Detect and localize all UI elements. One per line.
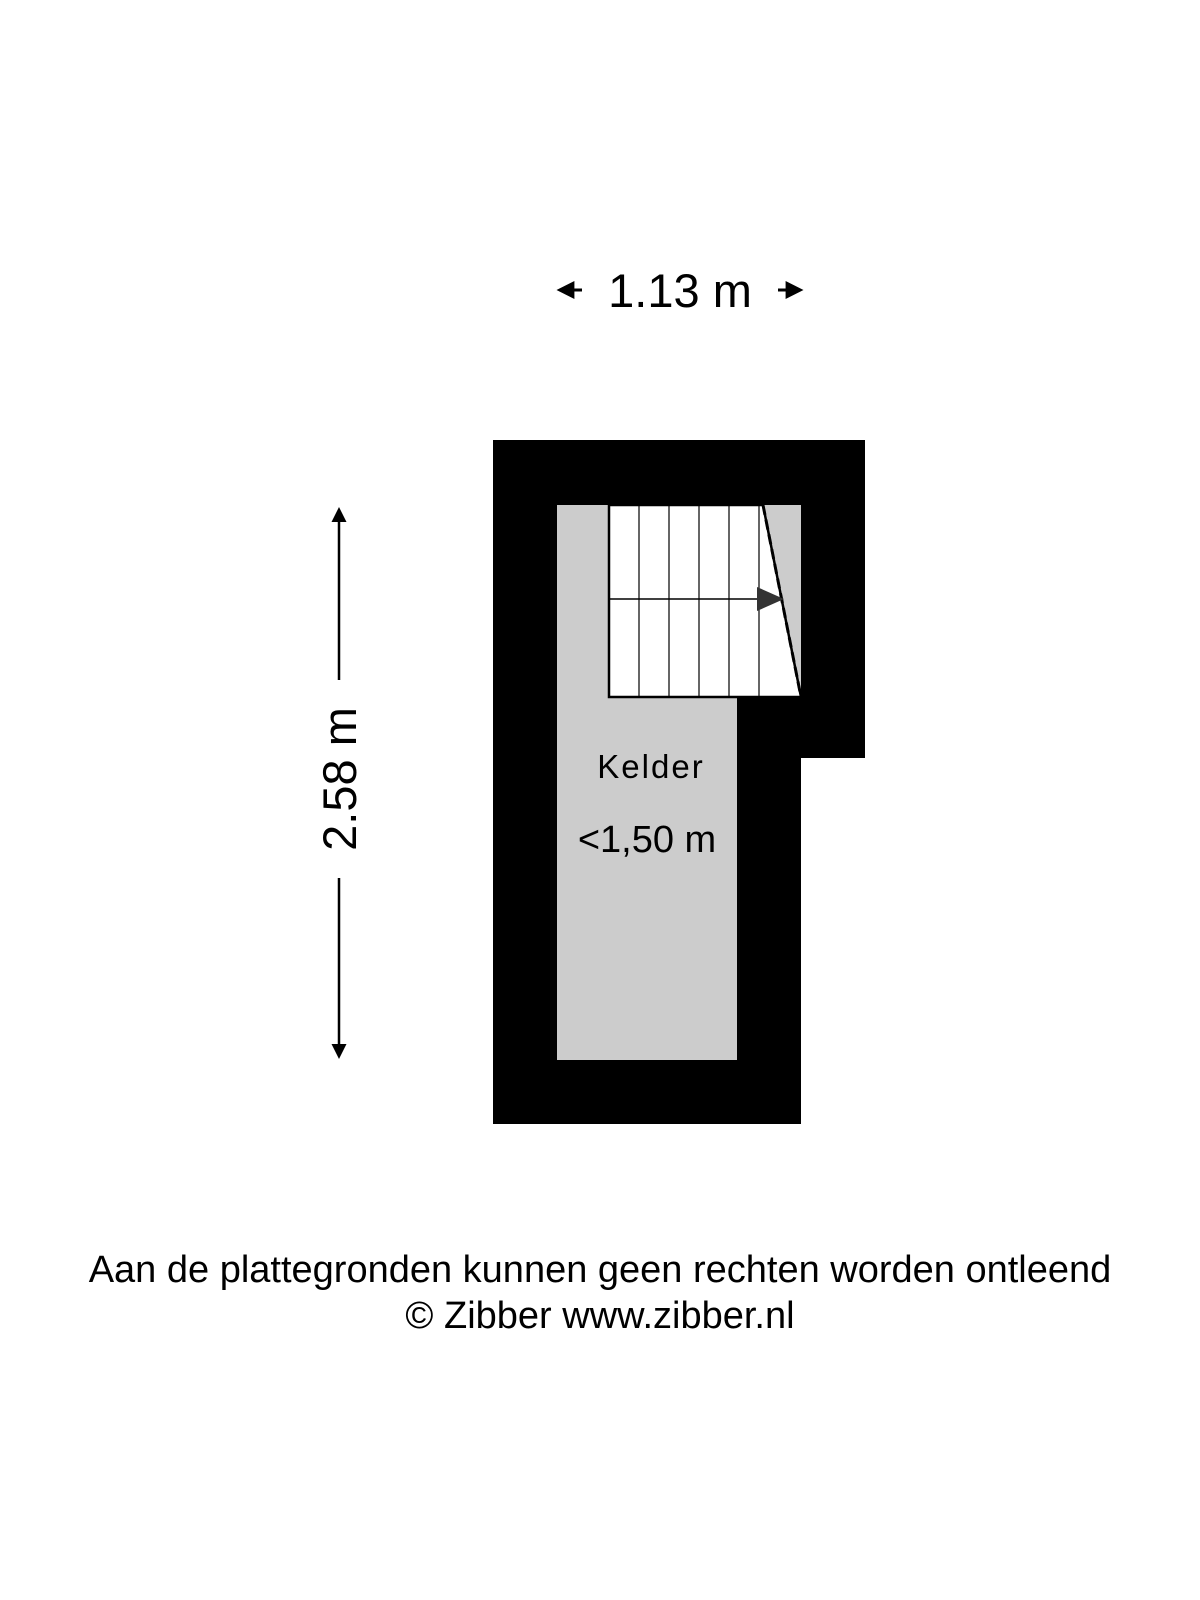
disclaimer-text: Aan de plattegronden kunnen geen rechten worden ontleend: [88, 1249, 1112, 1291]
width-label: 1.13 m: [608, 264, 752, 317]
room-height: <1,50 m: [577, 819, 717, 861]
room-name: Kelder: [597, 748, 705, 785]
length-dimension: [313, 510, 366, 1056]
width-dimension: [560, 264, 800, 317]
length-label: 2.58 m: [313, 707, 366, 851]
copyright-credit: © Zibber www.zibber.nl: [405, 1295, 795, 1337]
